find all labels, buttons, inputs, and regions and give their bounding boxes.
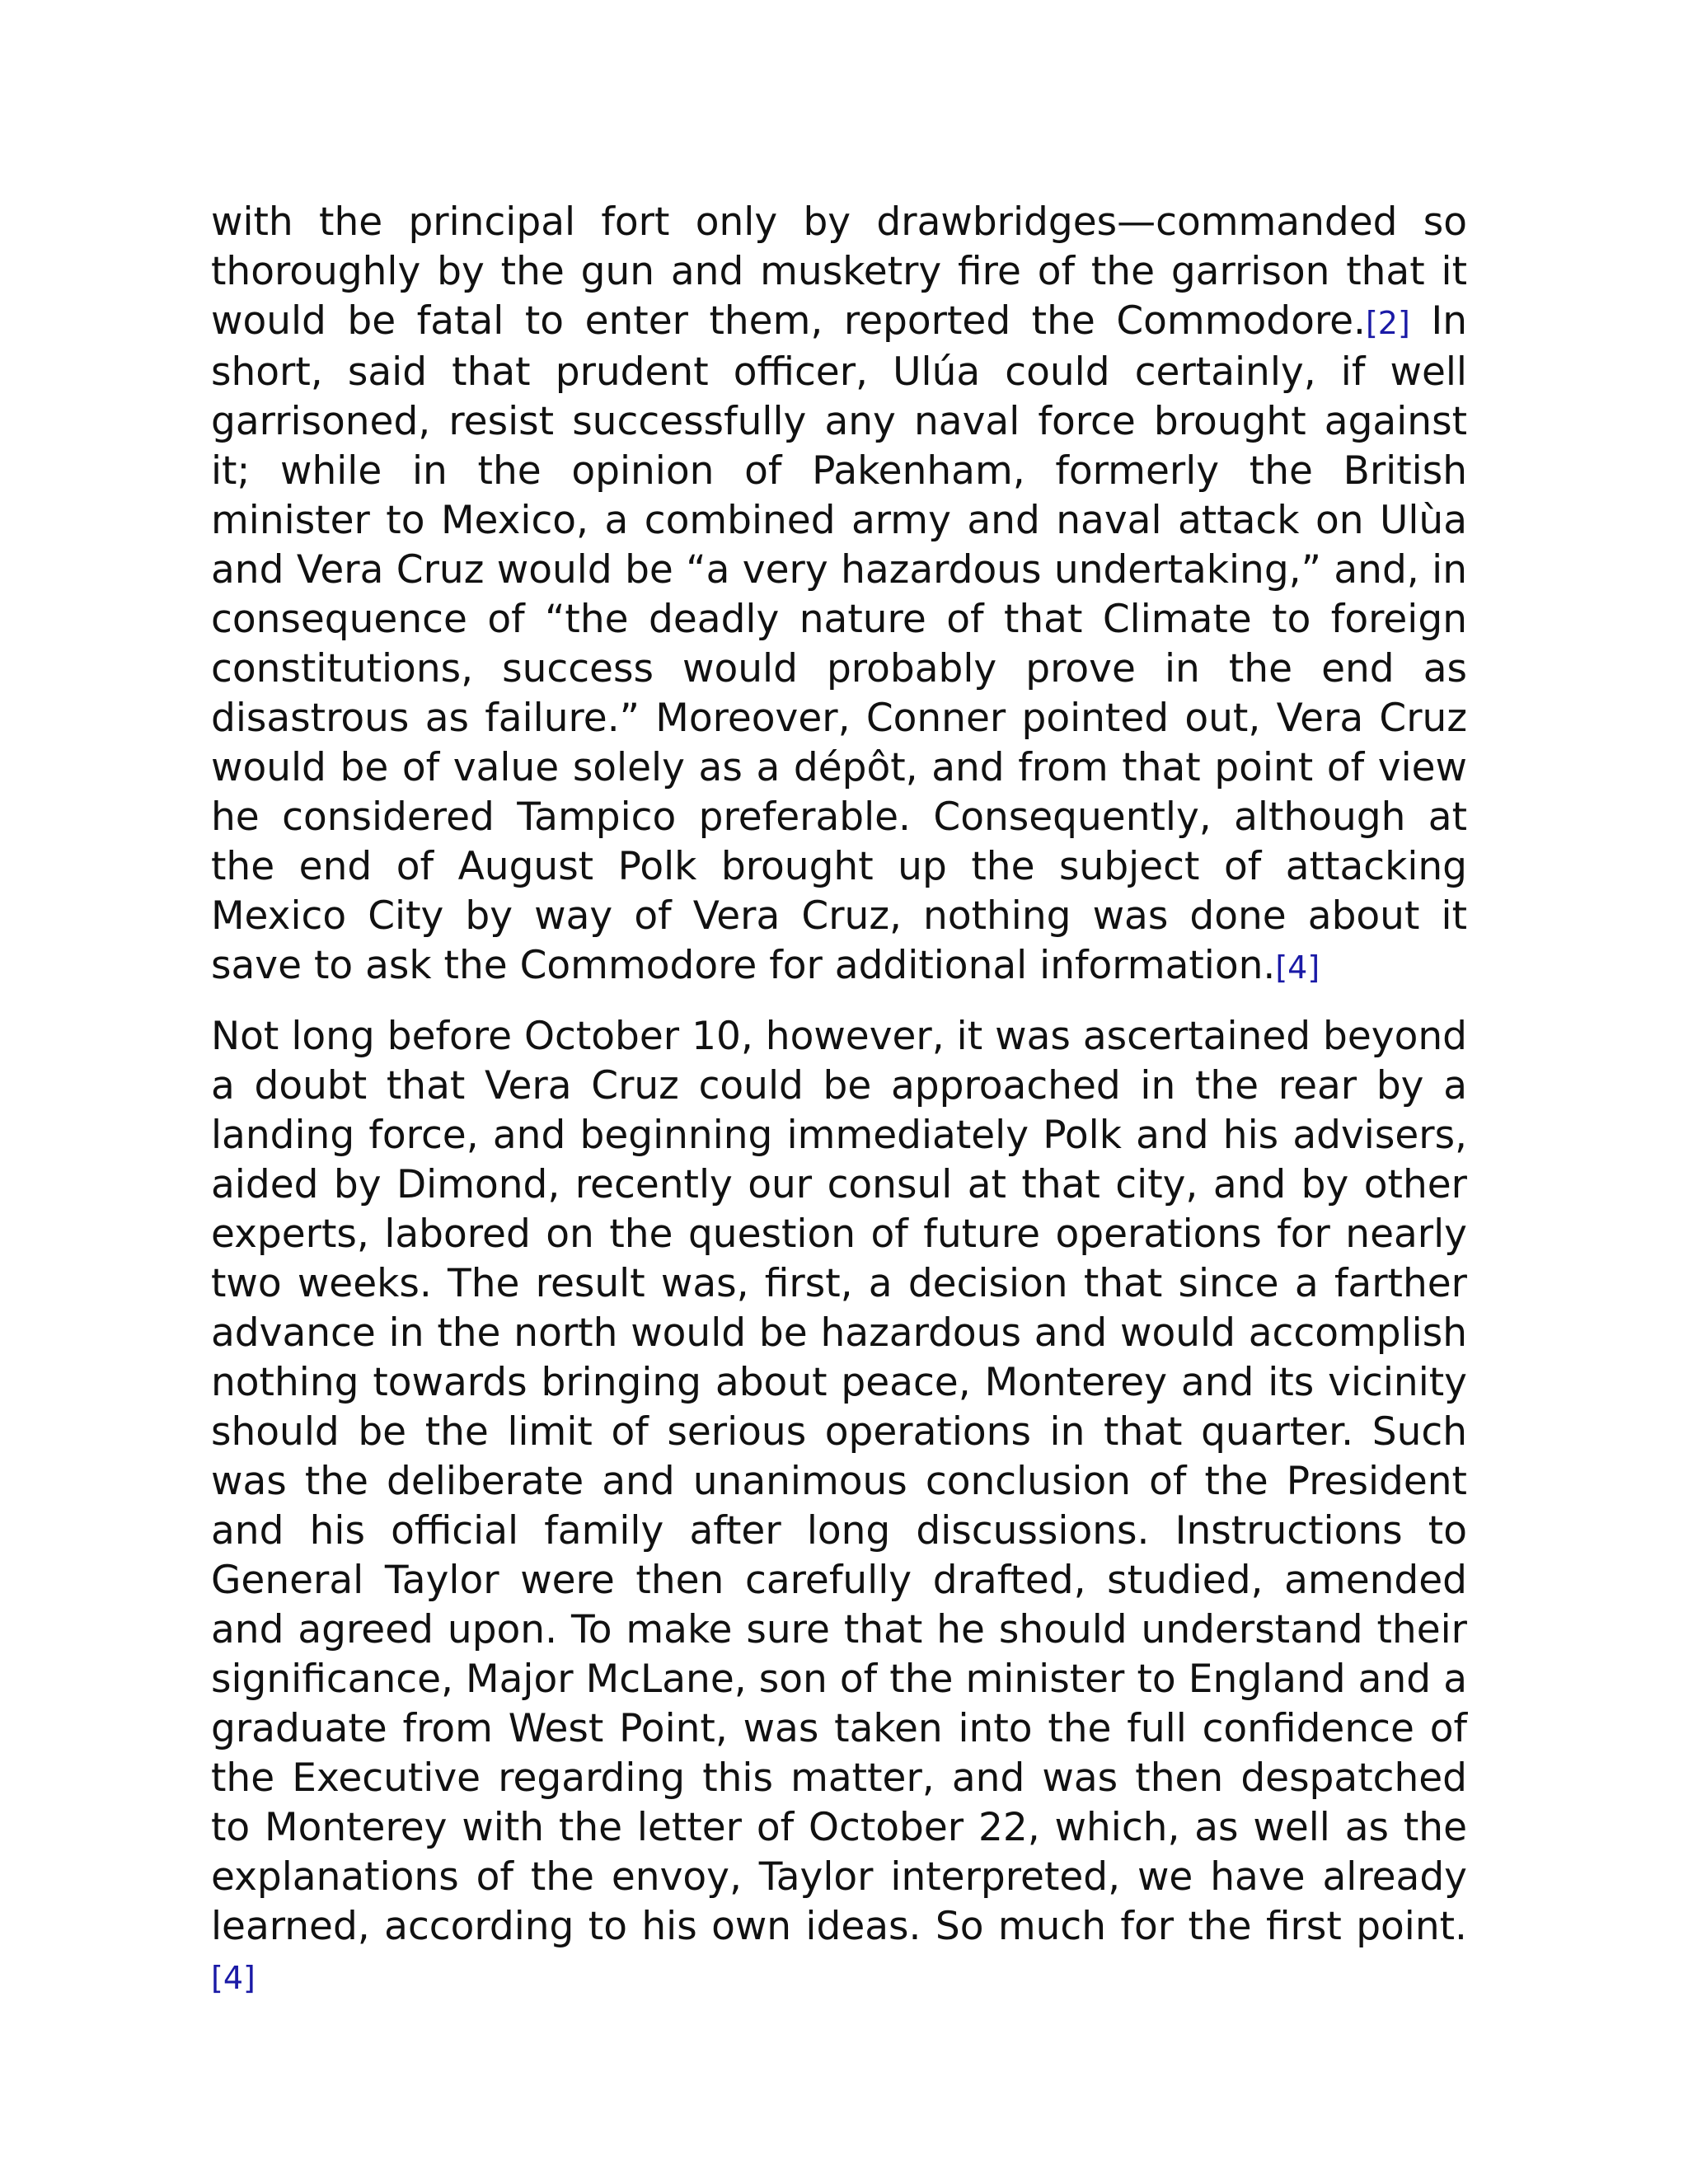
paragraph-1 — [211, 198, 1467, 992]
paragraph-text: In short, said that prudent officer, Ulúa could certainly, if well garrisoned, resist successfully any naval force brought against it; while in the opinion of Pakenham, formerly the British minister to Mexico, a combined army and naval attack on Ulùa and Vera Cruz would be “a very hazardous undertaking,” and, in consequence of “the deadly nature of that Climate to foreign constitutions, success would probably prove in the end as disastrous as failure.” Moreover, Conner pointed out, Vera Cruz would be of value solely as a dépôt, and from that point of view he considered Tampico preferable. Consequently, although at the end of August Polk brought up the subject of attacking Mexico City by way of Vera Cruz, nothing was done about it save to ask the Commodore for additional information. — [211, 298, 1467, 988]
paragraph-2 — [211, 1012, 1467, 2003]
footnote-link[interactable]: [4] — [211, 1960, 256, 1996]
paragraph-text: with the principal fort only by drawbridges—commanded so thoroughly by the gun and musketry fire of the garrison that it would be fatal to enter them, reported the Commodore. — [211, 199, 1467, 344]
document-page — [211, 198, 1467, 2003]
paragraph-text: Not long before October 10, however, it was ascertained beyond a doubt that Vera Cruz could be approached in the rear by a landing force, and beginning immediately Polk and his advisers, aided by Dimond, recently our consul at that city, and by other experts, labored on the question of future operations for nearly two weeks. The result was, first, a decision that since a farther advance in the north would be hazardous and would accomplish nothing towards bringing about peace, Monterey and its vicinity should be the limit of serious operations in that quarter. Such was the deliberate and unanimous conclusion of the President and his official family after long discussions. Instructions to General Taylor were then carefully drafted, studied, amended and agreed upon. To make sure that he should understand their significance, Major McLane, son of the minister to England and a graduate from West Point, was taken into the full confidence of the Executive regarding this matter, and was then despatched to Monterey with the letter of October 22, which, as well as the explanations of the envoy, Taylor interpreted, we have already learned, according to his own ideas. So much for the first point. — [211, 1014, 1467, 1949]
footnote-link[interactable]: [2] — [1365, 305, 1410, 341]
footnote-link[interactable]: [4] — [1275, 949, 1320, 986]
